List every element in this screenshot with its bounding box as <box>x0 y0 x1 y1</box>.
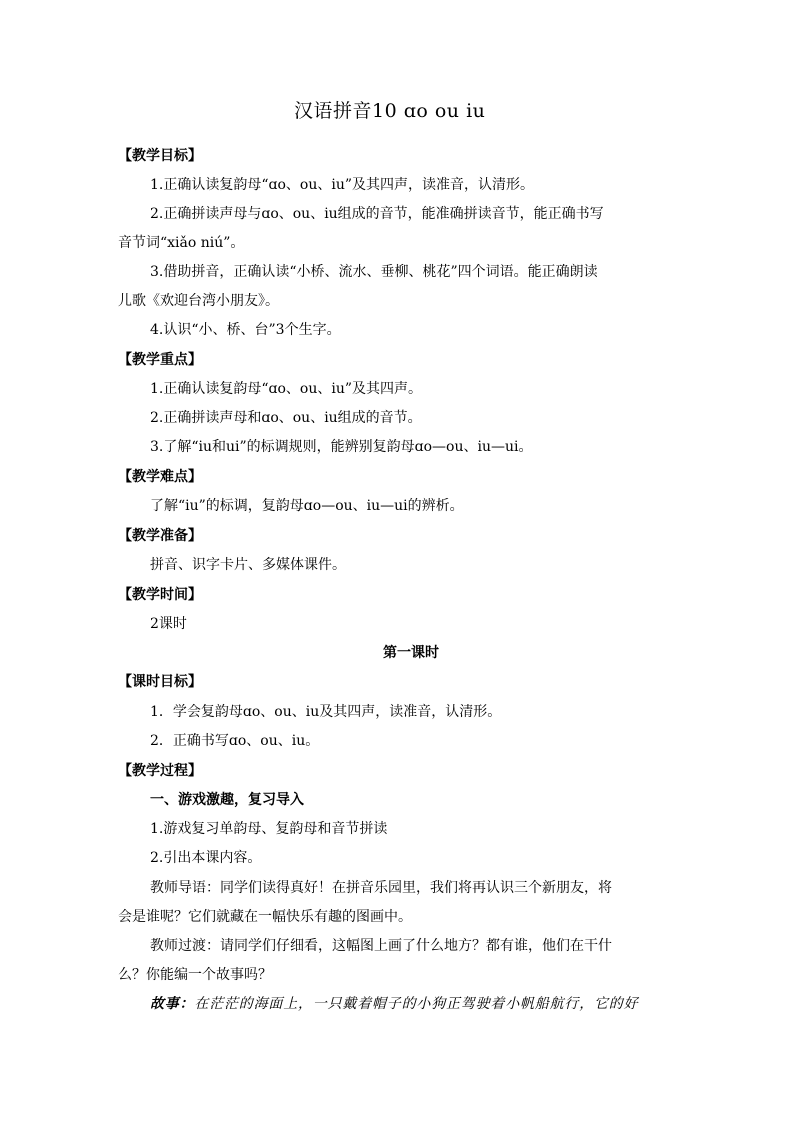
difficulties-heading: 【教学难点】 <box>118 469 202 485</box>
goals-item-2-cont: 音节词“xiǎo niú”。 <box>118 235 245 251</box>
story-line <box>150 994 638 1014</box>
goals-item-3: 3.借助拼音，正确认读“小桥、流水、垂柳、桃花”四个词语。能正确朗读 <box>150 264 598 280</box>
goals-item-2: 2.正确拼读声母与ɑo、ou、iu组成的音节，能准确拼读音节，能正确书写 <box>150 206 604 222</box>
time-heading: 【教学时间】 <box>118 587 202 603</box>
preparation-item: 拼音、识字卡片、多媒体课件。 <box>150 557 346 573</box>
lesson-goals-heading: 【课时目标】 <box>118 674 202 690</box>
process-heading: 【教学过程】 <box>118 763 202 779</box>
story-label: 故事： <box>150 996 195 1012</box>
key-point-3: 3.了解“iu和ui”的标调规则，能辨别复韵母ɑo—ou、iu—ui。 <box>150 439 533 455</box>
time-item: 2课时 <box>150 616 187 632</box>
teacher-transition-line-1: 教师过渡：请同学们仔细看，这幅图上画了什么地方？都有谁，他们在干什 <box>150 938 612 954</box>
process-subheading: 一、游戏激趣，复习导入 <box>150 792 304 808</box>
teacher-intro-line-2: 会是谁呢？它们就藏在一幅快乐有趣的图画中。 <box>118 909 412 925</box>
process-item-2: 2.引出本课内容。 <box>150 850 262 866</box>
key-point-2: 2.正确拼读声母和ɑo、ou、iu组成的音节。 <box>150 410 422 426</box>
teacher-transition-line-2: 么？你能编一个故事吗？ <box>118 967 272 983</box>
key-point-1: 1.正确认读复韵母“ɑo、ou、iu”及其四声。 <box>150 381 423 397</box>
story-text: 在茫茫的海面上，一只戴着帽子的小狗正驾驶着小帆船航行，它的好 <box>194 996 639 1012</box>
lesson-goal-1: 1．学会复韵母ɑo、ou、iu及其四声，读准音，认清形。 <box>150 704 502 720</box>
page-title: 汉语拼音10 ɑo ou iu <box>294 100 486 122</box>
goals-item-1: 1.正确认读复韵母“ɑo、ou、iu”及其四声，读准音，认清形。 <box>150 177 535 193</box>
goals-item-3-cont: 儿歌《欢迎台湾小朋友》。 <box>118 293 279 309</box>
process-item-1: 1.游戏复习单韵母、复韵母和音节拼读 <box>150 821 388 837</box>
preparation-heading: 【教学准备】 <box>118 528 202 544</box>
lesson-goal-2: 2．正确书写ɑo、ou、iu。 <box>150 733 320 749</box>
goals-heading: 【教学目标】 <box>118 148 202 164</box>
teacher-intro-line-1: 教师导语：同学们读得真好！在拼音乐园里，我们将再认识三个新朋友，将 <box>150 880 612 896</box>
key-points-heading: 【教学重点】 <box>118 352 202 368</box>
lesson-one-heading: 第一课时 <box>383 645 439 661</box>
goals-item-4: 4.认识“小、桥、台”3个生字。 <box>150 322 341 338</box>
difficulty-item: 了解“iu”的标调，复韵母ɑo—ou、iu—ui的辨析。 <box>150 498 464 514</box>
